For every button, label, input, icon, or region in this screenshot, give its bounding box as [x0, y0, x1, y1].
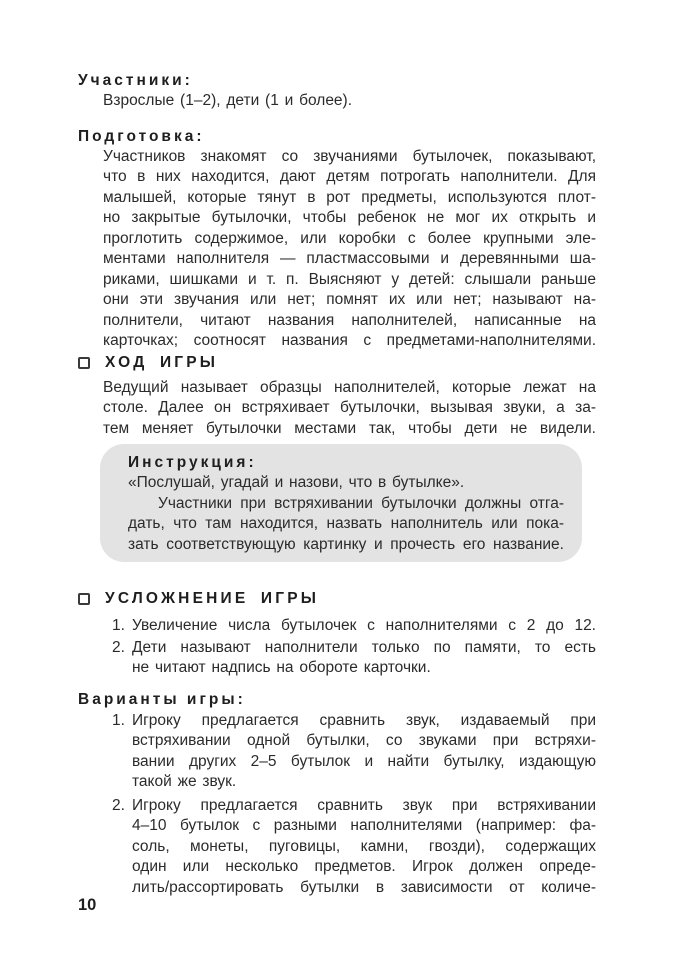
complication-item-2: [103, 638, 596, 679]
item-text: Дети называют наполнители только по памяти, то есть не читают надпись на обороте карточки.: [132, 638, 596, 676]
page-number: 10: [78, 896, 97, 914]
variants-heading: Варианты игры:: [78, 690, 246, 708]
item-number: 2.: [112, 638, 125, 656]
complication-heading-label: УСЛОЖНЕНИЕ ИГРЫ: [105, 590, 320, 607]
square-bullet-icon: [78, 357, 90, 369]
variants-item-1: [103, 711, 596, 793]
participants-body: Взрослые (1–2), дети (1 и более).: [103, 92, 353, 109]
variants-list: [103, 711, 596, 899]
instruction-paragraph: Участники при встряхивании бутылочки должны отга- дать, что там находится, назвать наполнитель или пока- зать соответствующую картинку и прочесть его название.: [128, 494, 564, 553]
item-number: 2.: [112, 796, 125, 814]
complication-heading: [78, 588, 596, 609]
instruction-box: [100, 444, 582, 562]
complication-list: [103, 616, 596, 679]
participants-heading: Участники:: [78, 72, 193, 89]
square-bullet-icon: [78, 593, 90, 605]
instruction-heading: Инструкция:: [128, 454, 257, 471]
item-text: Игроку предлагается сравнить звук при встряхивании 4–10 бутылок с разными наполнителями (например: фа- соль, монеты, пуговицы, камни, гвозди), содержащих один или несколько предметов. Игрок должен опреде- лить/рассортировать бутылки в зависимости от количе-: [132, 796, 596, 896]
complication-item-1: [103, 616, 596, 637]
item-text: Увеличение числа бутылочек с наполнителями с 2 до 12.: [132, 617, 596, 634]
item-number: 1.: [112, 711, 125, 729]
participants-body-block: [103, 91, 596, 112]
game-flow-heading-label: ХОД ИГРЫ: [105, 353, 219, 371]
game-flow-heading: [78, 352, 596, 373]
game-flow-paragraph: Ведущий называет образцы наполнителей, которые лежат на столе. Далее он встряхивает бутылочки, вызывая звуки, а за- тем меняет бутылочки местами так, чтобы дети не видели.: [103, 378, 596, 437]
preparation-heading: Подготовка:: [78, 127, 205, 145]
variants-item-2: [103, 796, 596, 899]
instruction-quote: «Послушай, угадай и назови, что в бутылке».: [128, 474, 465, 491]
item-number: 1.: [112, 617, 125, 634]
item-text: Игроку предлагается сравнить звук, издаваемый при встряхивании одной бутылки, со звуками при встряхи- вании других 2–5 бутылок и найти бутылку, издающую такой же звук.: [132, 711, 596, 790]
preparation-paragraph: Участников знакомят со звучаниями бутылочек, показывают, что в них находится, дают детям потрогать наполнители. Для малышей, которые тянут в рот предметы, используются плот- но закрытые бутылочки, чтобы ребенок не мог их открыть и проглотить содержимое, или коробки с более крупными эле- ментами наполнителя — пластмассовыми и деревянными ша- риками, шишками и т. п. Выясняют у детей: слышали раньше они эти звучания или нет; помнят их или нет; называют на- полнители, читают названия наполнителей, написанные на карточках; соотносят названия с предметами-наполнителями.: [103, 147, 596, 349]
page-content: [78, 70, 596, 898]
